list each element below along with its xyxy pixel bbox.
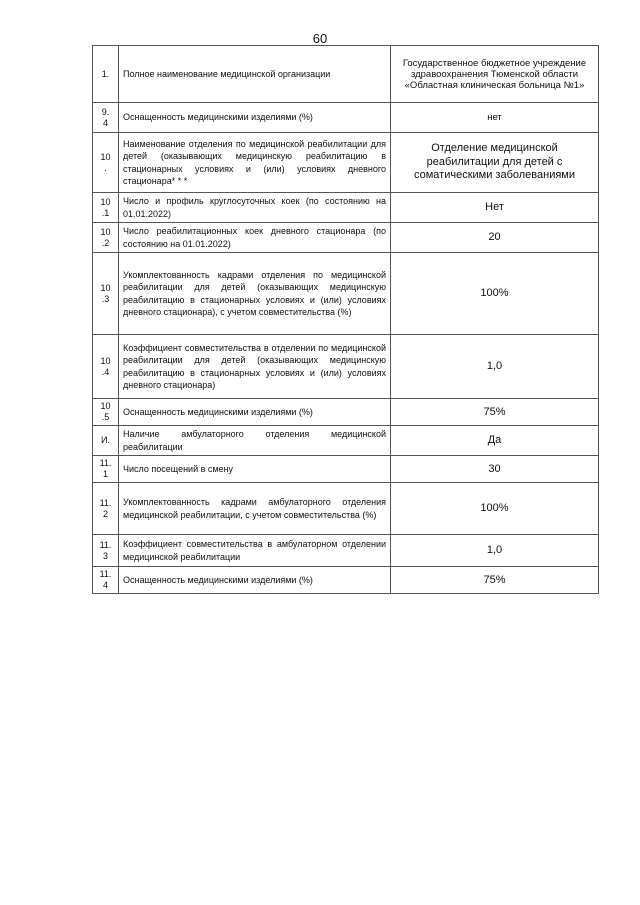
- row-label: Наличие амбулаторного отделения медицинской реабилитации: [119, 426, 391, 456]
- row-number: 10 .: [93, 133, 119, 193]
- row-number: 10 .4: [93, 335, 119, 399]
- row-number: 10 .2: [93, 223, 119, 253]
- row-value: 30: [391, 456, 599, 483]
- row-label: Полное наименование медицинской организации: [119, 46, 391, 103]
- row-value: нет: [391, 103, 599, 133]
- row-label: Оснащенность медицинскими изделиями (%): [119, 399, 391, 426]
- row-number: 11. 4: [93, 567, 119, 594]
- row-number: 11. 1: [93, 456, 119, 483]
- table-row: [93, 567, 599, 594]
- row-value: 75%: [391, 399, 599, 426]
- row-value: 1,0: [391, 535, 599, 567]
- row-number: И.: [93, 426, 119, 456]
- table-row: [93, 426, 599, 456]
- table-row: [93, 46, 599, 103]
- row-number: 10 .5: [93, 399, 119, 426]
- row-number: 11. 3: [93, 535, 119, 567]
- row-label: Коэффициент совместительства в амбулаторном отделении медицинской реабилитации: [119, 535, 391, 567]
- row-value: 20: [391, 223, 599, 253]
- table-row: [93, 335, 599, 399]
- table-row: [93, 535, 599, 567]
- table-row: [93, 103, 599, 133]
- table-row: [93, 223, 599, 253]
- page-number: 60: [312, 31, 328, 46]
- row-label: Оснащенность медицинскими изделиями (%): [119, 103, 391, 133]
- row-label: Укомплектованность кадрами отделения по медицинской реабилитации для детей (оказывающих медицинскую реабилитацию в стационарных условиях и (или) условиях дневного стационара), с учетом совместительства (%): [119, 253, 391, 335]
- table-row: [93, 399, 599, 426]
- table-row: [93, 133, 599, 193]
- row-number: 11. 2: [93, 483, 119, 535]
- row-value: Отделение медицинской реабилитации для детей с соматическими заболеваниями: [391, 133, 599, 193]
- row-number: 10 .3: [93, 253, 119, 335]
- table-row: [93, 483, 599, 535]
- row-value: 75%: [391, 567, 599, 594]
- row-value: Нет: [391, 193, 599, 223]
- table-row: [93, 456, 599, 483]
- row-label: Число реабилитационных коек дневного стационара (по состоянию на 01.01.2022): [119, 223, 391, 253]
- row-label: Число и профиль круглосуточных коек (по состоянию на 01.01.2022): [119, 193, 391, 223]
- table-row: [93, 193, 599, 223]
- row-label: Коэффициент совместительства в отделении по медицинской реабилитации для детей (оказывающих медицинскую реабилитацию в стационарных условиях и (или) условиях дневного стационара): [119, 335, 391, 399]
- row-value: Да: [391, 426, 599, 456]
- row-value: 100%: [391, 253, 599, 335]
- row-label: Укомплектованность кадрами амбулаторного отделения медицинской реабилитации, с учетом совместительства (%): [119, 483, 391, 535]
- row-number: 9. 4: [93, 103, 119, 133]
- row-value: Государственное бюджетное учреждение здравоохранения Тюменской области «Областная клиническая больница №1»: [391, 46, 599, 103]
- row-value: 1,0: [391, 335, 599, 399]
- table-row: [93, 253, 599, 335]
- row-number: 10 .1: [93, 193, 119, 223]
- row-number: 1.: [93, 46, 119, 103]
- row-value: 100%: [391, 483, 599, 535]
- row-label: Наименование отделения по медицинской реабилитации для детей (оказывающих медицинскую реабилитацию в стационарных условиях и (или) условиях дневного стационара* * *: [119, 133, 391, 193]
- row-label: Оснащенность медицинскими изделиями (%): [119, 567, 391, 594]
- facility-info-table: [92, 45, 599, 594]
- row-label: Число посещений в смену: [119, 456, 391, 483]
